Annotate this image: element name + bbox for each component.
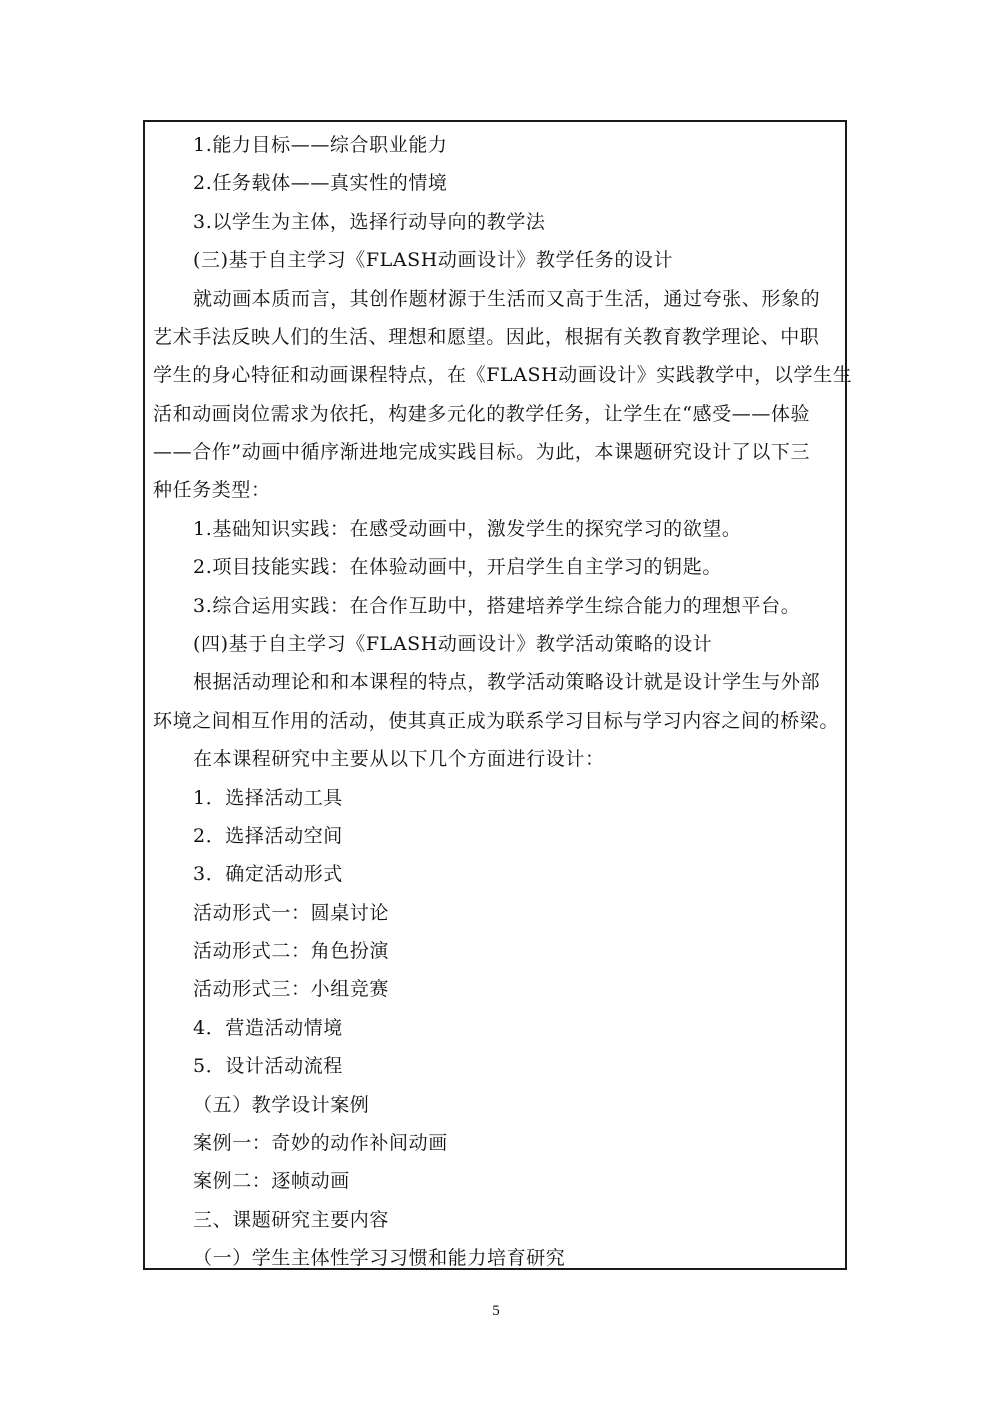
list-item: 活动形式一：圆桌讨论 [193,902,390,924]
text-line: 3.综合运用实践：在合作互助中，搭建培养学生综合能力的理想平台。 [193,595,801,617]
text-line: 3.以学生为主体，选择行动导向的教学法 [193,211,546,233]
text-line: 环境之间相互作用的活动，使其真正成为联系学习目标与学习内容之间的桥梁。 [153,710,840,732]
content-frame [143,120,853,1270]
list-item: 5．设计活动流程 [193,1055,343,1077]
list-item: 4．营造活动情境 [193,1017,343,1039]
text-line: 种任务类型： [153,479,271,501]
text-line: 根据活动理论和和本课程的特点，教学活动策略设计就是设计学生与外部 [193,671,821,693]
text-line: 在本课程研究中主要从以下几个方面进行设计： [193,748,605,770]
section-heading: （五）教学设计案例 [193,1094,370,1116]
text-line: 活和动画岗位需求为依托，构建多元化的教学任务，让学生在“感受——体验 [153,403,811,425]
text-line: 2.任务载体——真实性的情境 [193,172,448,194]
text-line: 学生的身心特征和动画课程特点，在《FLASH动画设计》实践教学中，以学生生 [153,364,853,386]
text-line: 1.能力目标——综合职业能力 [193,134,448,156]
section-heading: 三、课题研究主要内容 [193,1209,390,1231]
list-item: 案例二：逐帧动画 [193,1170,350,1192]
section-heading: （一）学生主体性学习习惯和能力培育研究 [193,1247,566,1269]
text-line: 就动画本质而言，其创作题材源于生活而又高于生活，通过夸张、形象的 [193,288,821,310]
list-item: 3．确定活动形式 [193,863,343,885]
list-item: 案例一：奇妙的动作补间动画 [193,1132,448,1154]
section-heading: (三)基于自主学习《FLASH动画设计》教学任务的设计 [193,249,674,271]
list-item: 活动形式三：小组竞赛 [193,978,390,1000]
page-number: 5 [492,1303,500,1319]
text-line: 艺术手法反映人们的生活、理想和愿望。因此，根据有关教育教学理论、中职 [153,326,820,348]
section-heading: (四)基于自主学习《FLASH动画设计》教学活动策略的设计 [193,633,713,655]
text-line: 1.基础知识实践：在感受动画中，激发学生的探究学习的欲望。 [193,518,742,540]
list-item: 2．选择活动空间 [193,825,343,847]
list-item: 活动形式二：角色扮演 [193,940,390,962]
text-line: 2.项目技能实践：在体验动画中，开启学生自主学习的钥匙。 [193,556,722,578]
list-item: 1．选择活动工具 [193,787,343,809]
text-line: ——合作”动画中循序渐进地完成实践目标。为此，本课题研究设计了以下三 [153,441,811,463]
